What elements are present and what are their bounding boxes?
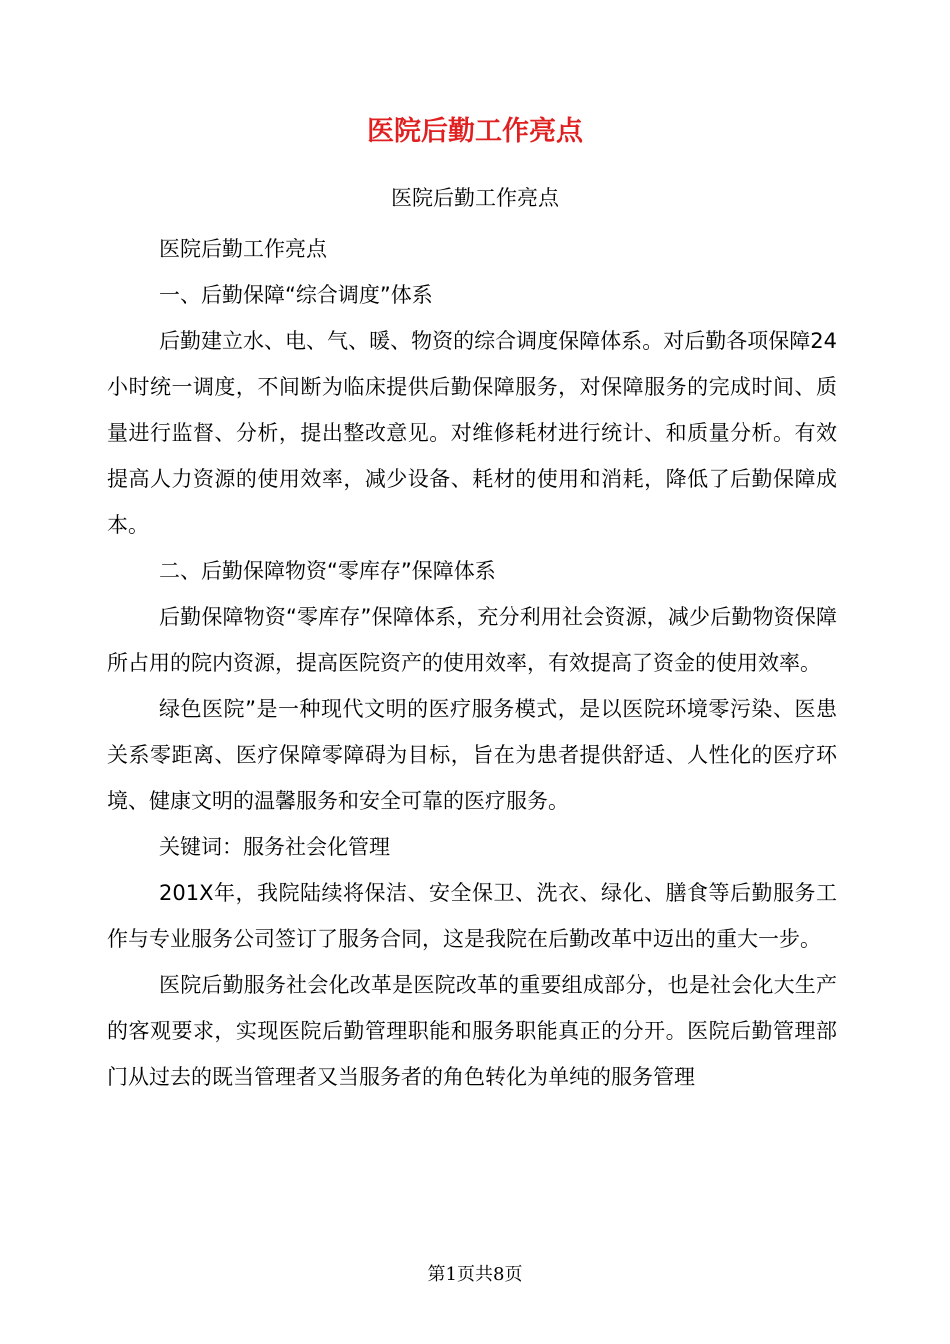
paragraph: 后勤保障物资“零库存”保障体系，充分利用社会资源，减少后勤物资保障所占用的院内资源，提高医院资产的使用效率，有效提高了资金的使用效率。	[107, 605, 837, 675]
paragraph: 后勤建立水、电、气、暖、物资的综合调度保障体系。对后勤各项保障24小时统一调度，不间断为临床提供后勤保障服务，对保障服务的完成时间、质量进行监督、分析，提出整改意见。对维修耗材进行统计、和质量分析。有效提高人力资源的使用效率，减少设备、耗材的使用和消耗，降低了后勤保障成本。	[107, 329, 837, 537]
page-number-footer: 第1页共8页	[427, 1264, 523, 1285]
section-heading-2: 二、后勤保障物资“零库存”保障体系	[159, 559, 496, 583]
paragraph: 绿色医院”是一种现代文明的医疗服务模式，是以医院环境零污染、医患关系零距离、医疗保障零障碍为目标，旨在为患者提供舒适、人性化的医疗环境、健康文明的温馨服务和安全可靠的医疗服务。	[107, 697, 837, 813]
document-body	[107, 226, 837, 1100]
section-heading-1: 一、后勤保障“综合调度”体系	[159, 283, 433, 307]
paragraph: 医院后勤服务社会化改革是医院改革的重要组成部分，也是社会化大生产的客观要求，实现医院后勤管理职能和服务职能真正的分开。医院后勤管理部门从过去的既当管理者又当服务者的角色转化为单纯的服务管理	[107, 973, 837, 1089]
document-subtitle: 医院后勤工作亮点	[391, 186, 559, 210]
keywords-line: 关键词：服务社会化管理	[159, 835, 390, 859]
paragraph: 医院后勤工作亮点	[159, 237, 327, 261]
document-title: 医院后勤工作亮点	[367, 116, 583, 147]
paragraph: 201X年，我院陆续将保洁、安全保卫、洗衣、绿化、膳食等后勤服务工作与专业服务公司签订了服务合同，这是我院在后勤改革中迈出的重大一步。	[107, 881, 837, 951]
